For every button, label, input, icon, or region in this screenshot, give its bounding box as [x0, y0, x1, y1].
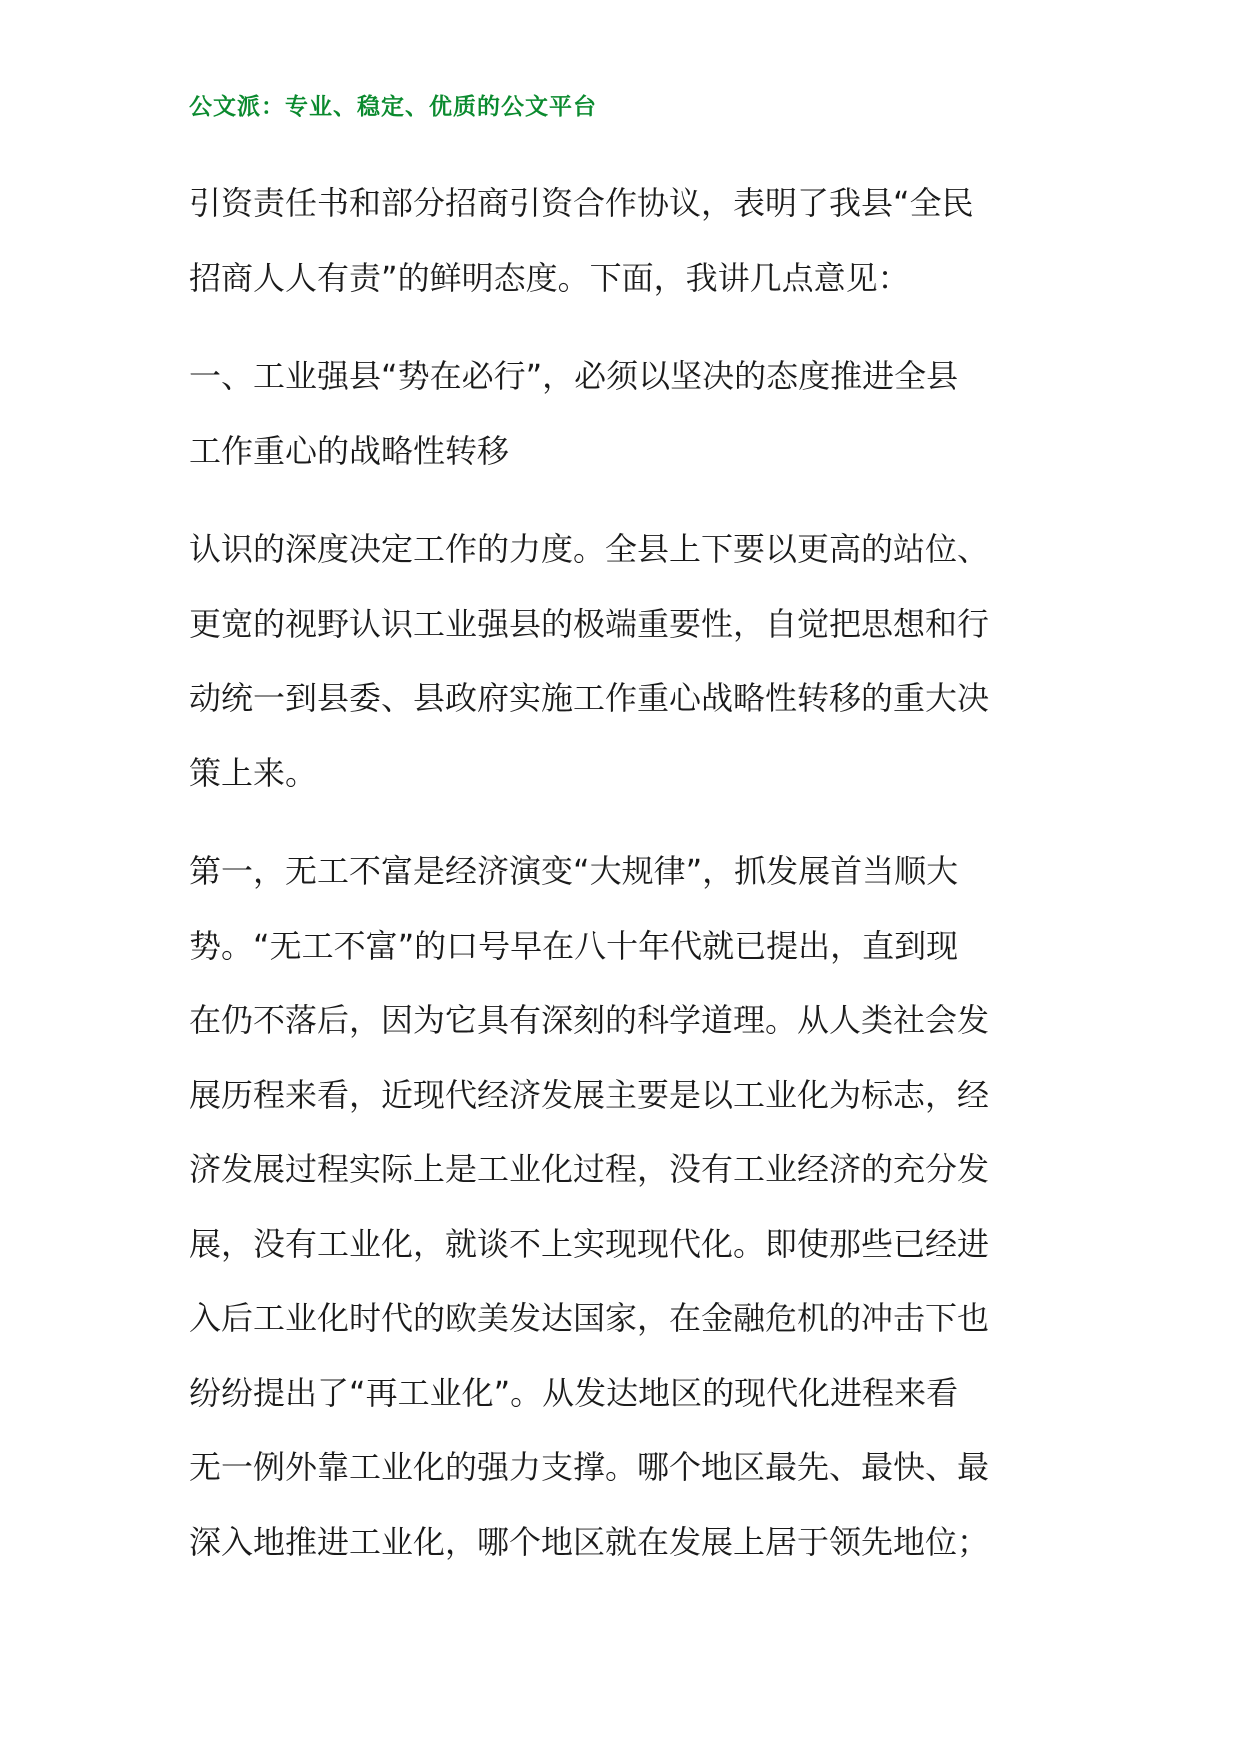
text-line: 展历程来看，近现代经济发展主要是以工业化为标志，经 [189, 1075, 990, 1114]
paragraph [189, 512, 1059, 810]
text-line: 入后工业化时代的欧美发达国家，在金融危机的冲击下也 [189, 1299, 990, 1337]
paragraph [189, 166, 1059, 315]
text-line: 深入地推进工业化，哪个地区就在发展上居于领先地位； [189, 1522, 990, 1561]
text-line: 一、工业强县“势在必行”，必须以坚决的态度推进全县 [189, 357, 959, 395]
text-line: 展，没有工业化，就谈不上实现现代化。即使那些已经进 [189, 1224, 990, 1263]
text-line: 工作重心的战略性转移 [189, 431, 510, 470]
text-line: 更宽的视野认识工业强县的极端重要性，自觉把思想和行 [189, 604, 990, 643]
brand-header: 公文派：专业、稳定、优质的公文平台 [189, 94, 597, 120]
document-body [189, 166, 1059, 1603]
paragraph [189, 834, 1059, 1579]
text-line: 济发展过程实际上是工业化过程，没有工业经济的充分发 [189, 1150, 990, 1188]
text-line: 纷纷提出了“再工业化”。从发达地区的现代化进程来看 [189, 1373, 959, 1412]
section-heading [189, 339, 1059, 488]
text-line: 势。“无工不富”的口号早在八十年代就已提出，直到现 [189, 926, 959, 965]
text-line: 策上来。 [189, 753, 318, 792]
text-line: 在仍不落后，因为它具有深刻的科学道理。从人类社会发 [189, 1001, 990, 1039]
text-line: 引资责任书和部分招商引资合作协议，表明了我县“全民 [189, 184, 974, 222]
text-line: 无一例外靠工业化的强力支撑。哪个地区最先、最快、最 [189, 1448, 990, 1486]
text-line: 招商人人有责”的鲜明态度。下面，我讲几点意见： [189, 258, 910, 297]
text-line: 动统一到县委、县政府实施工作重心战略性转移的重大决 [189, 679, 990, 717]
text-line: 第一，无工不富是经济演变“大规律”，抓发展首当顺大 [189, 852, 959, 890]
text-line: 认识的深度决定工作的力度。全县上下要以更高的站位、 [189, 530, 990, 568]
